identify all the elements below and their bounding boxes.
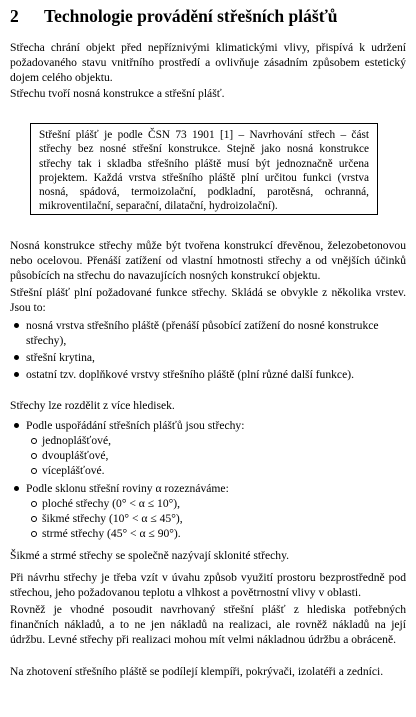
definition-text: Střešní plášť je podle ČSN 73 1901 [1] – Navrhování střech – část střechy bez nosné střešní konstrukce. Stejně jako nosná konstrukce střechy tak i skladba střešního pláště musí být jednoznačně určena projektem. Každá vrstva střešního pláště plní určitou funkci (vrstva nosná, spádová, termoizolační, podkladní, parotěsná, ochranná, mikroventilační, separační, dilatační, hydroizolační). bbox=[39, 129, 369, 213]
design-paragraph: Při návrhu střechy je třeba vzít v úvahu způsob využití prostoru bezprostředně pod střechou, jeho požadovanou teplotu a vlhkost a povětrnostní vlivy v oblasti. bbox=[10, 571, 406, 599]
list-item: Podle uspořádání střešních plášťů jsou střechy: bbox=[26, 418, 398, 433]
chapter-title: Technologie provádění střešních plášťů bbox=[44, 6, 338, 26]
list-item: nosná vrstva střešního pláště (přenáší působící zatížení do nosné konstrukce střechy), bbox=[26, 318, 398, 348]
list-item: Podle sklonu střešní roviny α rozeznáváme: bbox=[26, 481, 398, 496]
roof-composition-paragraph: Střechu tvoří nosná konstrukce a střešní plášť. bbox=[10, 87, 225, 100]
list-item: ostatní tzv. doplňkové vrstvy střešního pláště (plní různé další funkce). bbox=[26, 367, 398, 382]
trades-paragraph: Na zhotovení střešního pláště se podílejí klempíři, pokrývači, izolatéři a zedníci. bbox=[10, 665, 384, 678]
layers-list bbox=[26, 318, 398, 382]
layers-intro-paragraph: Střešní plášť plní požadované funkce střechy. Skládá se obvykle z několika vrstev. Jsou to: bbox=[10, 286, 406, 314]
classification-list bbox=[26, 418, 398, 541]
list-item: střešní krytina, bbox=[26, 350, 398, 365]
list-item: dvouplášťové, bbox=[42, 448, 398, 463]
load-bearing-paragraph: Nosná konstrukce střechy může být tvořena konstrukcí dřevěnou, železobetonovou nebo ocelovou. Přenáší zatížení od vlastní hmotnosti střechy a od vnějších účinků působících na střechu do navazujících nosných konstrukcí objektu. bbox=[10, 239, 406, 282]
list-item: ploché střechy (0° < α ≤ 10°), bbox=[42, 496, 398, 511]
chapter-number: 2 bbox=[10, 6, 19, 26]
intro-paragraph: Střecha chrání objekt před nepříznivými klimatickými vlivy, přispívá k udržení požadovaného stavu vnitřního prostředí a ovlivňuje zásadním způsobem estetický dojem celého objektu. bbox=[10, 41, 406, 84]
definition-box bbox=[30, 123, 378, 215]
pitched-roofs-paragraph: Šikmé a strmé střechy se společně nazývají sklonité střechy. bbox=[10, 549, 290, 562]
costs-paragraph: Rovněž je vhodné posoudit navrhovaný střešní plášť z hlediska potřebných finančních nákladů, a to ne jen nákladů na realizaci, ale rovněž nákladů na její údržbu. Levné střechy při realizaci mohou mít velmi nákladnou údržbu a obráceně. bbox=[10, 603, 406, 646]
classification-paragraph: Střechy lze rozdělit z více hledisek. bbox=[10, 399, 175, 412]
list-item: jednoplášťové, bbox=[42, 433, 398, 448]
chapter-heading bbox=[10, 6, 406, 26]
list-item: víceplášťové. bbox=[42, 463, 398, 478]
list-item: šikmé střechy (10° < α ≤ 45°), bbox=[42, 511, 398, 526]
list-item: strmé střechy (45° < α ≤ 90°). bbox=[42, 526, 398, 541]
